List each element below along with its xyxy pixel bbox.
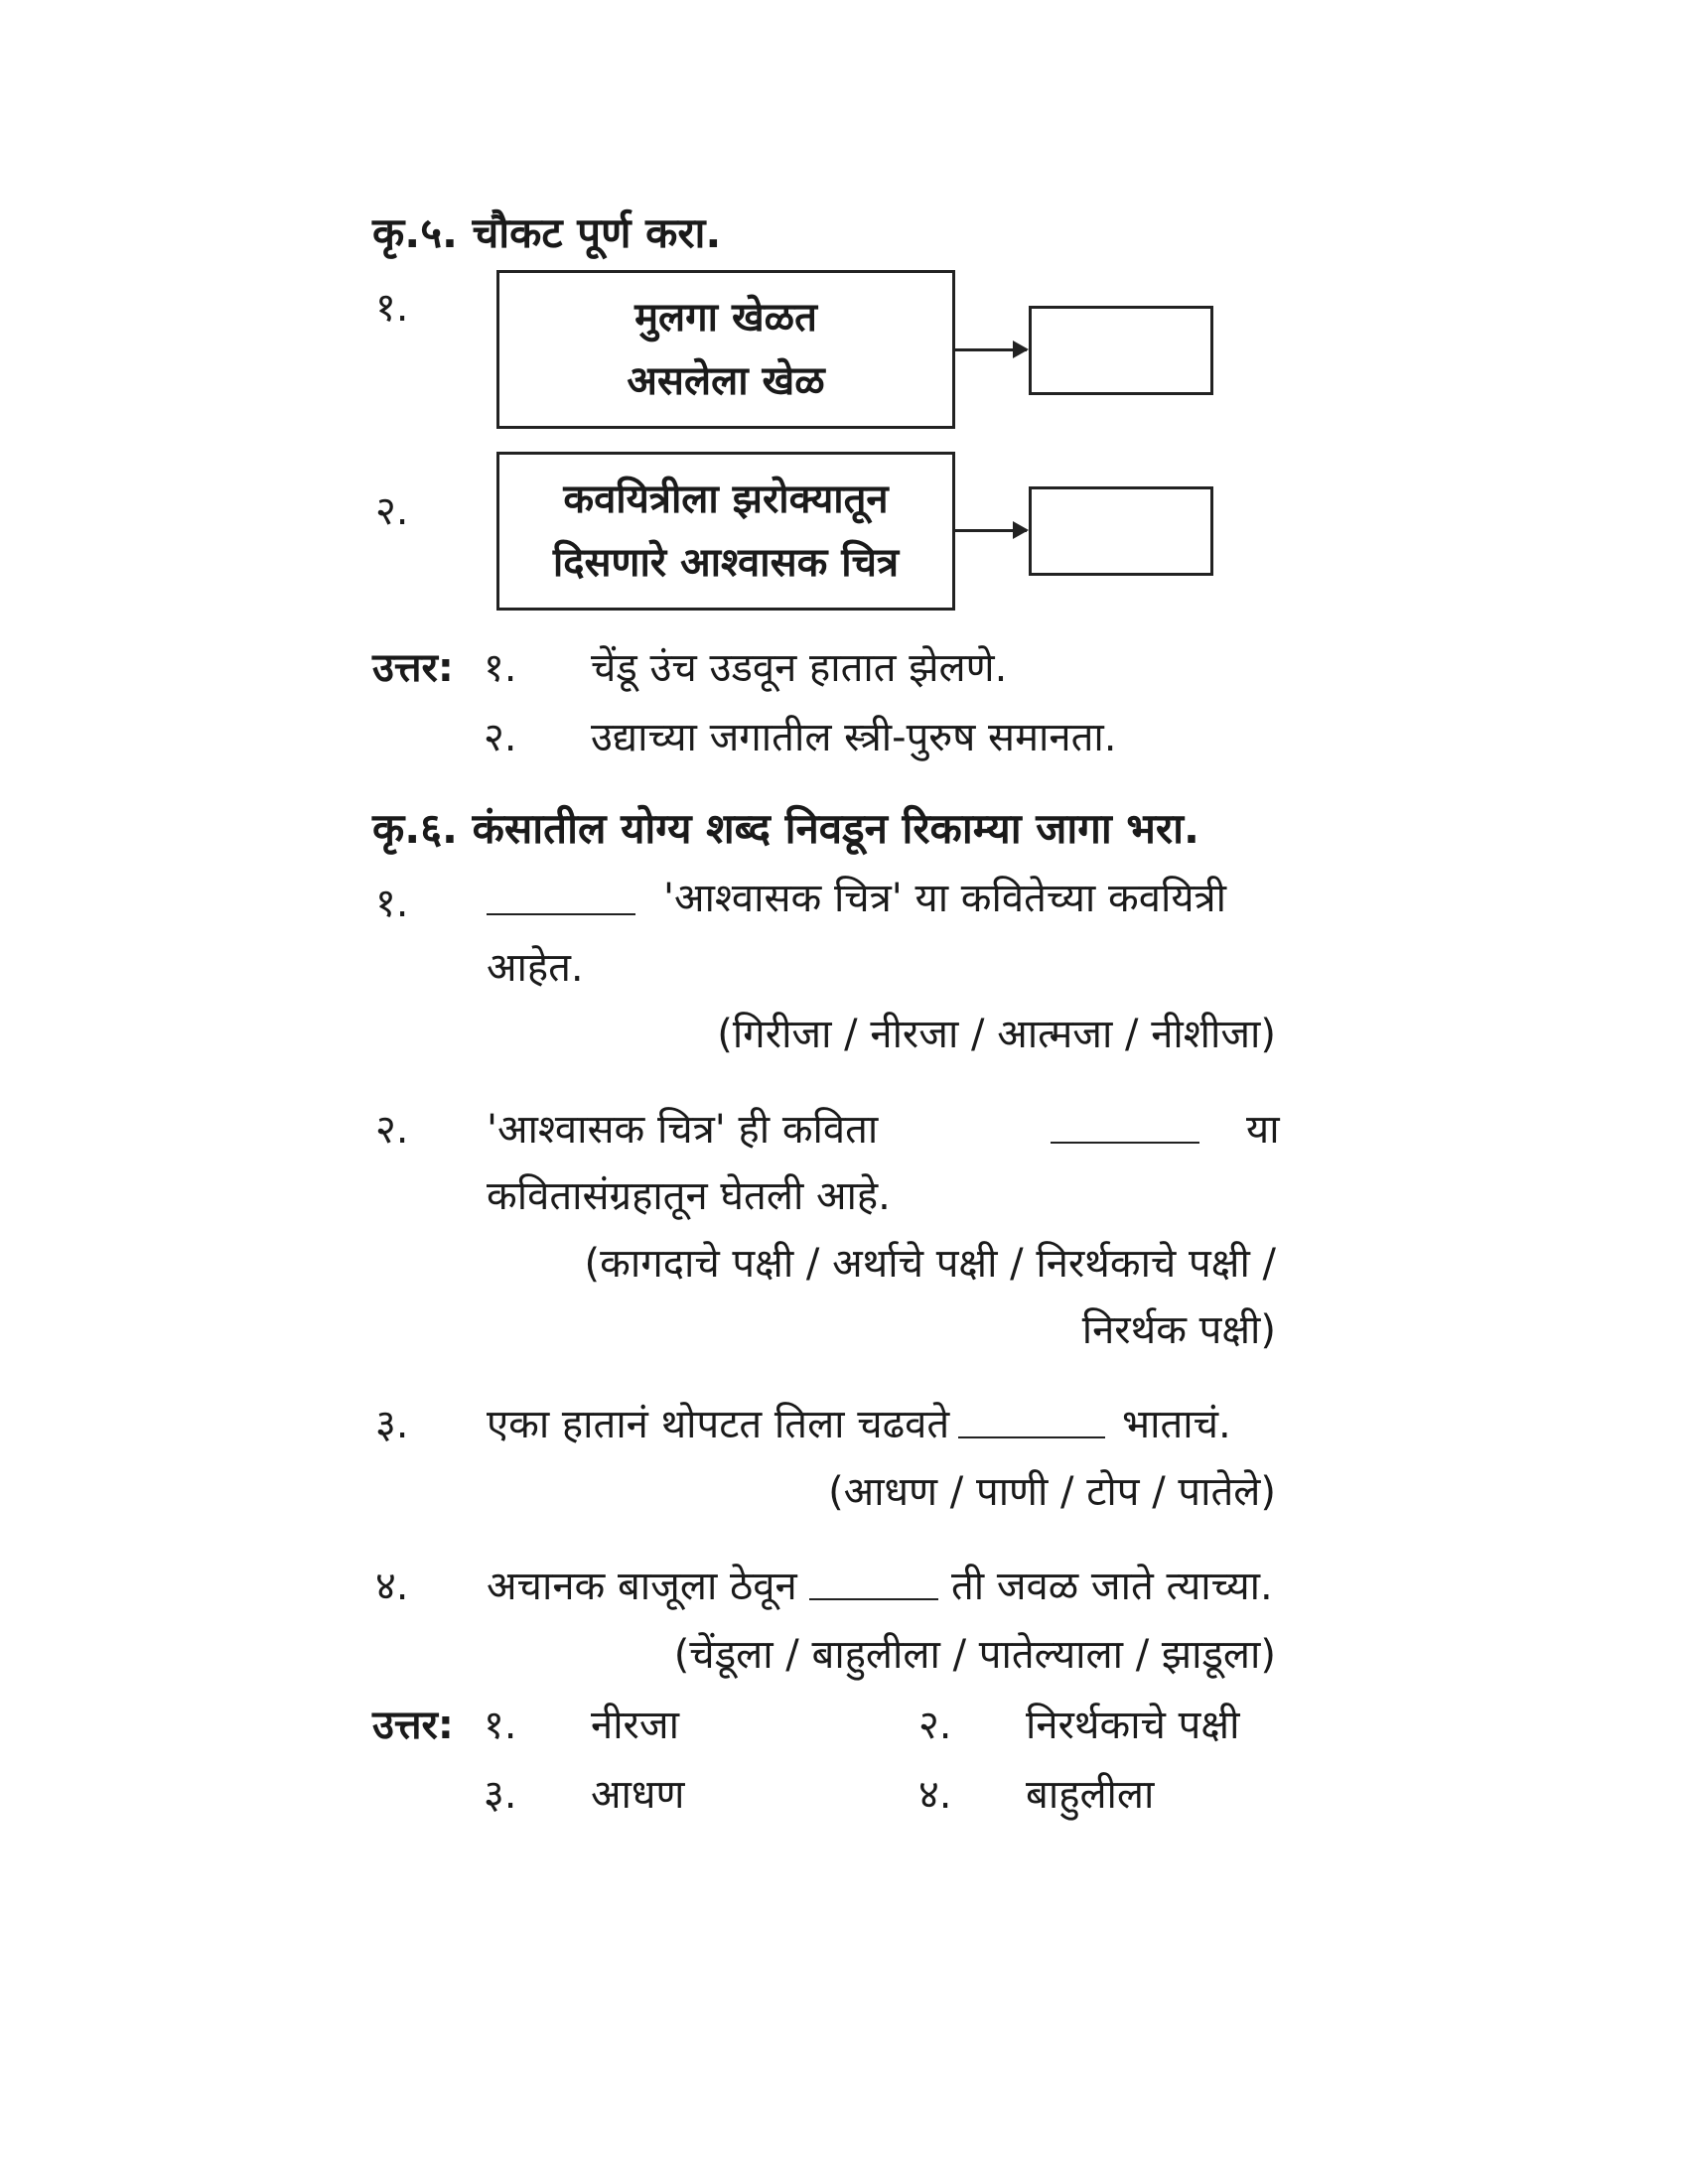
q5-item-2-box-line2: दिसणारे आश्वासक चित्र — [552, 540, 900, 586]
q6-item-2-line1-before: 'आश्वासक चित्र' ही कविता — [487, 1107, 879, 1153]
q5-answer-label: उत्तर: — [372, 645, 454, 691]
q6-item-2-blank — [1051, 1142, 1199, 1144]
q5-item-1-arrow — [955, 348, 1027, 351]
q6-item-1-line2: आहेत. — [487, 945, 584, 991]
q5-item-2-answer-box — [1029, 486, 1213, 576]
q6-item-1-number: १. — [375, 881, 409, 926]
q6-item-2-line2: कवितासंग्रहातून घेतली आहे. — [487, 1173, 891, 1219]
q5-item-2-arrow — [955, 529, 1027, 532]
q5-item-1-answer-box — [1029, 306, 1213, 395]
q6-item-3-number: ३. — [375, 1402, 409, 1447]
q6-item-3-options: (आधण / पाणी / टोप / पातेले) — [828, 1469, 1276, 1515]
q6-item-2-options-line1: (कागदाचे पक्षी / अर्थाचे पक्षी / निरर्थकाचे पक्षी / — [584, 1241, 1276, 1287]
q6-answer-2-number: २. — [918, 1703, 952, 1748]
q6-answer-3-text: आधण — [591, 1772, 685, 1818]
q6-item-1-options: (गिरीजा / नीरजा / आत्मजा / नीशीजा) — [717, 1012, 1276, 1057]
q6-item-3-line1-before: एका हातानं थोपटत तिला चढवते — [487, 1402, 950, 1447]
q5-heading: कृ.५. चौकट पूर्ण करा. — [372, 208, 722, 257]
q6-answer-4-text: बाहुलीला — [1026, 1772, 1155, 1818]
q6-answer-2-text: निरर्थकाचे पक्षी — [1026, 1703, 1240, 1748]
q6-item-3-blank — [958, 1436, 1105, 1438]
q5-item-2-box-line1: कवयित्रीला झरोक्यातून — [563, 477, 889, 522]
q6-item-3-line1-after: भाताचं. — [1122, 1402, 1231, 1447]
q6-item-4-number: ४. — [375, 1564, 409, 1609]
q6-item-2-number: २. — [375, 1107, 409, 1153]
q6-item-1-blank — [487, 913, 635, 915]
q5-answer-1-text: चेंडू उंच उडवून हातात झेलणे. — [591, 645, 1008, 691]
q5-item-1-box — [496, 270, 955, 429]
q5-item-1-box-line1: मुलगा खेळत — [634, 295, 817, 341]
q6-answer-label: उत्तर: — [372, 1703, 454, 1748]
q5-answer-2-number: २. — [484, 715, 517, 760]
q6-item-4-line1-before: अचानक बाजूला ठेवून — [487, 1564, 797, 1609]
q6-item-2-line1-after: या — [1246, 1107, 1280, 1153]
q6-answer-4-number: ४. — [918, 1772, 952, 1818]
q5-item-2-number: २. — [375, 488, 409, 534]
q6-item-2-options-line2: निरर्थक पक्षी) — [1081, 1307, 1276, 1353]
q6-answer-3-number: ३. — [484, 1772, 517, 1818]
q5-item-1-box-line2: असलेला खेळ — [627, 358, 825, 404]
q6-item-4-options: (चेंडूला / बाहुलीला / पातेल्याला / झाडूला) — [673, 1632, 1276, 1678]
q6-item-4-line1-after: ती जवळ जाते त्याच्या. — [951, 1564, 1273, 1609]
q6-heading: कृ.६. कंसातील योग्य शब्द निवडून रिकाम्या जागा भरा. — [372, 804, 1199, 853]
q5-answer-2-text: उद्याच्या जगातील स्त्री-पुरुष समानता. — [591, 715, 1117, 760]
q5-item-1-number: १. — [375, 285, 409, 331]
q6-answer-1-text: नीरजा — [591, 1703, 679, 1748]
q6-item-1-line1: 'आश्वासक चित्र' या कवितेच्या कवयित्री — [663, 876, 1226, 921]
q6-item-4-blank — [809, 1598, 938, 1600]
q5-answer-1-number: १. — [484, 645, 517, 691]
q5-item-2-box — [496, 452, 955, 611]
q6-answer-1-number: १. — [484, 1703, 517, 1748]
